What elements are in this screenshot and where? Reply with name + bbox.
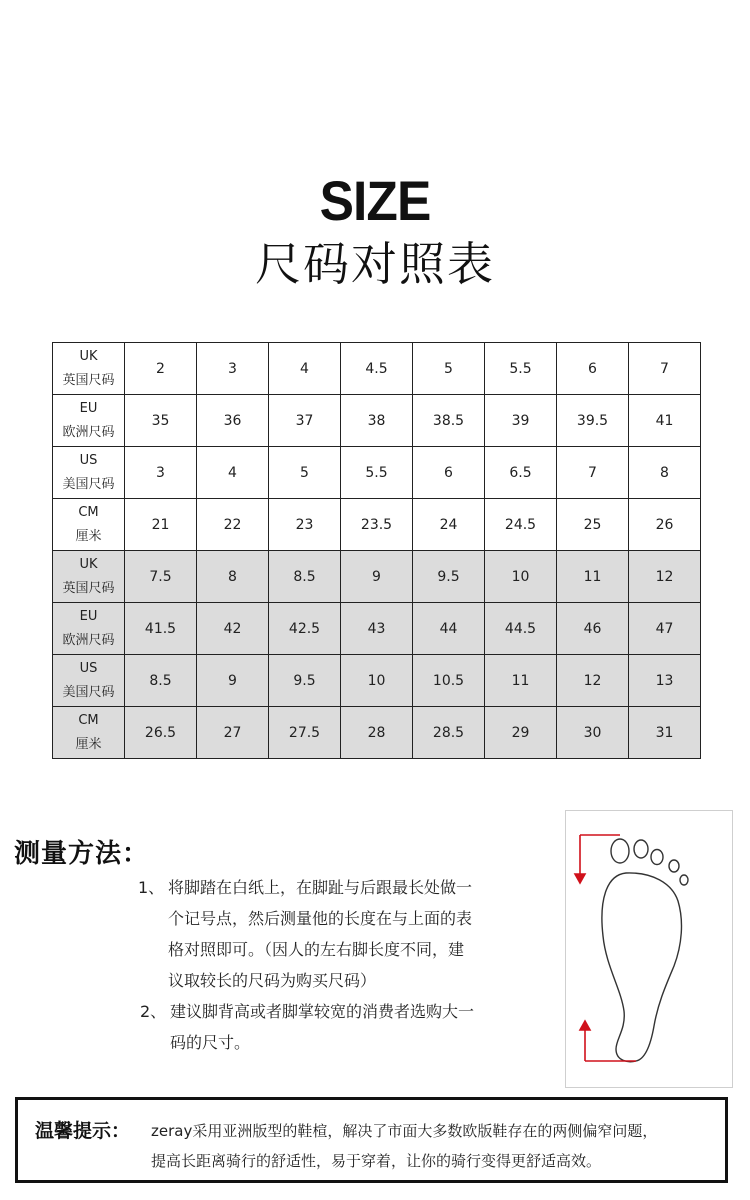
size-cell: 43 <box>341 603 413 655</box>
toe-shape <box>651 850 663 865</box>
size-cell: 22 <box>197 499 269 551</box>
size-row <box>53 395 701 447</box>
size-cell: 24 <box>413 499 485 551</box>
step-line: 议取较长的尺码为购买尺码） <box>168 971 377 990</box>
row-header <box>53 343 125 395</box>
size-cell: 6 <box>557 343 629 395</box>
size-system-label: 欧洲尺码 <box>62 632 115 648</box>
size-cell: 2 <box>125 343 197 395</box>
measure-steps <box>138 872 518 1058</box>
size-cell: 26 <box>629 499 701 551</box>
tip-box <box>15 1097 728 1183</box>
step-line: 个记号点，然后测量他的长度在与上面的表 <box>168 909 473 928</box>
size-cell: 28 <box>341 707 413 759</box>
size-cell: 39.5 <box>557 395 629 447</box>
size-cell: 4 <box>269 343 341 395</box>
size-cell: 6 <box>413 447 485 499</box>
size-cell: 5.5 <box>485 343 557 395</box>
sole-outline <box>602 873 682 1062</box>
size-cell: 38 <box>341 395 413 447</box>
size-cell: 46 <box>557 603 629 655</box>
size-row <box>53 551 701 603</box>
size-cell: 41 <box>629 395 701 447</box>
row-header <box>53 603 125 655</box>
size-row <box>53 447 701 499</box>
size-cell: 29 <box>485 707 557 759</box>
size-cell: 10 <box>341 655 413 707</box>
size-system-code: US <box>79 660 98 676</box>
size-system-label: 厘米 <box>75 528 102 544</box>
tip-text-line-1: zeray采用亚洲版型的鞋楦，解决了市面大多数欧版鞋存在的两侧偏窄问题， <box>151 1122 658 1140</box>
size-system-label: 英国尺码 <box>62 580 115 596</box>
size-cell: 42.5 <box>269 603 341 655</box>
size-cell: 5 <box>269 447 341 499</box>
size-cell: 41.5 <box>125 603 197 655</box>
size-system-label: 美国尺码 <box>62 476 115 492</box>
size-cell: 39 <box>485 395 557 447</box>
size-cell: 13 <box>629 655 701 707</box>
size-system-code: UK <box>79 348 98 364</box>
row-header <box>53 499 125 551</box>
size-cell: 6.5 <box>485 447 557 499</box>
size-cell: 5.5 <box>341 447 413 499</box>
size-row <box>53 499 701 551</box>
row-header <box>53 551 125 603</box>
size-cell: 47 <box>629 603 701 655</box>
step-number: 1、 <box>138 878 165 897</box>
arrow-down-icon <box>575 874 585 883</box>
size-cell: 12 <box>557 655 629 707</box>
size-cell: 44 <box>413 603 485 655</box>
size-cell: 35 <box>125 395 197 447</box>
size-system-code: EU <box>79 608 98 624</box>
size-cell: 8.5 <box>125 655 197 707</box>
row-header <box>53 655 125 707</box>
size-chart-table <box>52 342 701 759</box>
page-title-en: SIZE <box>319 169 431 232</box>
row-header <box>53 395 125 447</box>
toe-shape <box>611 839 629 863</box>
row-header <box>53 707 125 759</box>
toe-shape <box>680 875 688 885</box>
size-system-code: US <box>79 452 98 468</box>
size-cell: 4 <box>197 447 269 499</box>
step-line: 格对照即可。（因人的左右脚长度不同，建 <box>168 940 465 959</box>
foot-diagram <box>565 810 733 1088</box>
size-cell: 4.5 <box>341 343 413 395</box>
size-system-label: 英国尺码 <box>62 372 115 388</box>
size-system-label: 美国尺码 <box>62 684 115 700</box>
size-cell: 9.5 <box>413 551 485 603</box>
size-row <box>53 655 701 707</box>
size-cell: 38.5 <box>413 395 485 447</box>
size-cell: 44.5 <box>485 603 557 655</box>
size-cell: 10.5 <box>413 655 485 707</box>
size-cell: 21 <box>125 499 197 551</box>
size-cell: 30 <box>557 707 629 759</box>
size-cell: 28.5 <box>413 707 485 759</box>
step-line: 码的尺寸。 <box>170 1033 251 1052</box>
size-system-label: 欧洲尺码 <box>62 424 115 440</box>
page-title-cn: 尺码对照表 <box>255 237 495 291</box>
step-line: 建议脚背高或者脚掌较宽的消费者选购大一 <box>170 1002 475 1021</box>
step-line: 将脚踏在白纸上，在脚趾与后跟最长处做一 <box>168 878 473 897</box>
measure-method-title: 测量方法： <box>14 839 150 869</box>
size-cell: 26.5 <box>125 707 197 759</box>
size-cell: 24.5 <box>485 499 557 551</box>
size-cell: 9 <box>197 655 269 707</box>
size-cell: 8 <box>197 551 269 603</box>
size-cell: 7.5 <box>125 551 197 603</box>
size-cell: 31 <box>629 707 701 759</box>
size-cell: 8 <box>629 447 701 499</box>
size-cell: 23 <box>269 499 341 551</box>
size-system-label: 厘米 <box>75 736 102 752</box>
measure-step-2 <box>140 996 518 1058</box>
toe-shape <box>669 860 679 872</box>
size-cell: 11 <box>557 551 629 603</box>
foot-outline-icon <box>566 811 732 1087</box>
toe-shape <box>634 840 648 858</box>
size-cell: 7 <box>629 343 701 395</box>
size-cell: 3 <box>197 343 269 395</box>
tip-text-line-2: 提高长距离骑行的舒适性，易于穿着，让你的骑行变得更舒适高效。 <box>151 1152 602 1170</box>
size-cell: 11 <box>485 655 557 707</box>
tip-label: 温馨提示： <box>35 1120 131 1142</box>
size-cell: 10 <box>485 551 557 603</box>
size-cell: 8.5 <box>269 551 341 603</box>
size-cell: 3 <box>125 447 197 499</box>
size-cell: 9.5 <box>269 655 341 707</box>
size-row <box>53 707 701 759</box>
size-cell: 12 <box>629 551 701 603</box>
size-row <box>53 603 701 655</box>
size-system-code: UK <box>79 556 98 572</box>
size-cell: 27 <box>197 707 269 759</box>
size-cell: 27.5 <box>269 707 341 759</box>
size-cell: 42 <box>197 603 269 655</box>
size-system-code: CM <box>78 504 99 520</box>
size-cell: 5 <box>413 343 485 395</box>
measure-step-1 <box>138 872 518 996</box>
size-cell: 9 <box>341 551 413 603</box>
size-row <box>53 343 701 395</box>
size-system-code: EU <box>79 400 98 416</box>
size-cell: 23.5 <box>341 499 413 551</box>
size-cell: 7 <box>557 447 629 499</box>
size-cell: 36 <box>197 395 269 447</box>
size-cell: 25 <box>557 499 629 551</box>
step-number: 2、 <box>140 1002 167 1021</box>
size-cell: 37 <box>269 395 341 447</box>
row-header <box>53 447 125 499</box>
size-system-code: CM <box>78 712 99 728</box>
arrow-up-icon <box>580 1021 590 1030</box>
